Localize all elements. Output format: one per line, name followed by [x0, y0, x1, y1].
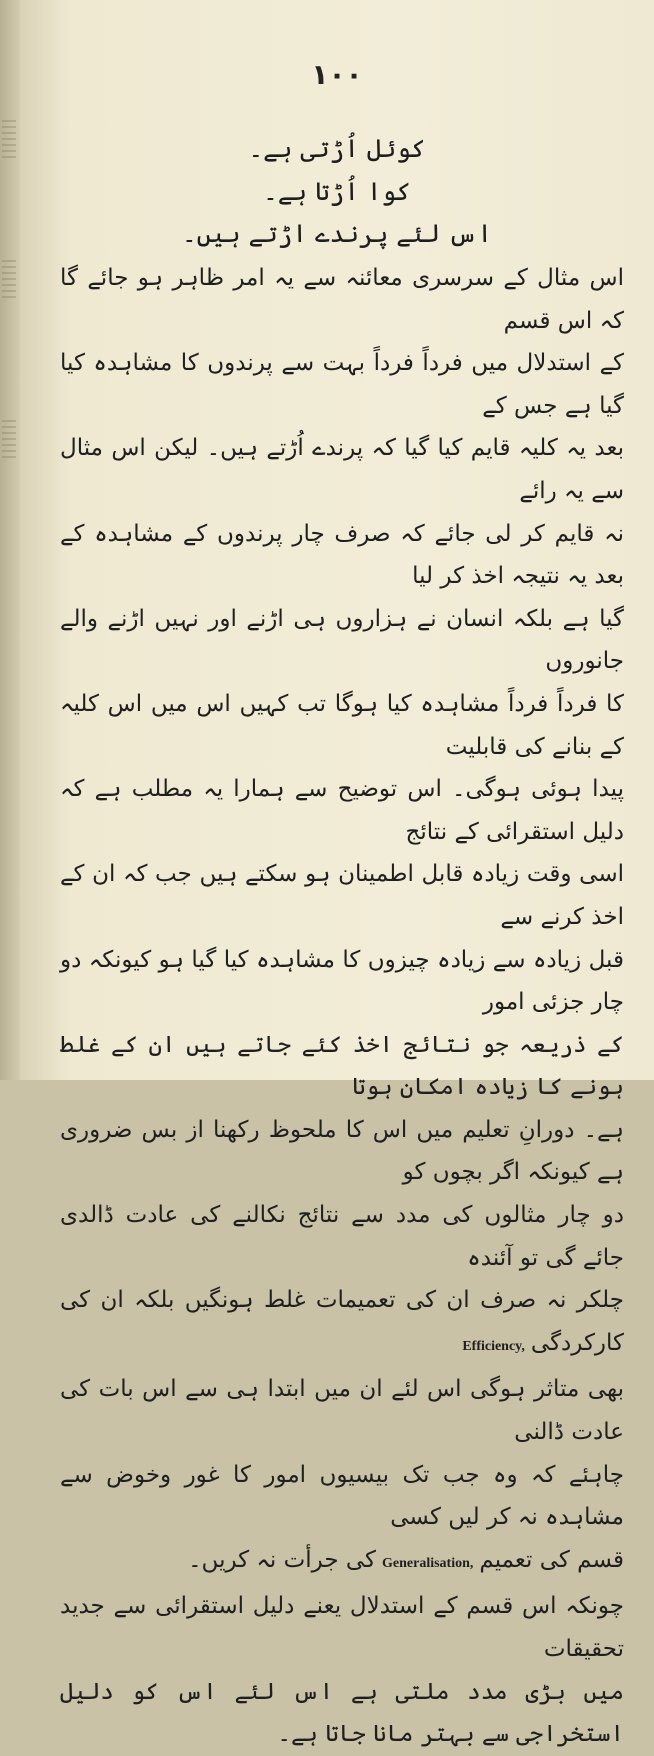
text-line-with-english: [60, 1279, 624, 1368]
text-line-with-english: [60, 1539, 624, 1586]
ink-bleed-mark: [2, 420, 16, 460]
text-segment: قسم کی تعمیم: [479, 1546, 624, 1573]
text-line: بعد یہ کلیہ قایم کیا گیا کہ پرندے اُڑتے ہیں۔ لیکن اس مثال سے یہ رائے: [60, 435, 624, 504]
text-segment: چلکر نہ صرف ان کی تعمیمات غلط ہونگیں بلکہ ان کی کارکردگی: [60, 1287, 624, 1356]
text-segment: کی جرأت نہ کریں۔: [188, 1546, 376, 1573]
paragraph-2: [60, 1585, 624, 1755]
text-line: پیدا ہوئی ہوگی۔ اس توضیح سے ہمارا یہ مطلب ہے کہ دلیل استقرائی کے نتائج: [60, 776, 624, 845]
ink-bleed-mark: [2, 260, 16, 300]
text-line: کا فرداً فرداً مشاہدہ کیا ہوگا تب کہیں اس میں اس کلیہ کے بنانے کی قابلیت: [60, 690, 624, 760]
text-line: کے ذریعہ جو نتائج اخذ کئے جاتے ہیں ان کے غلط ہونے کا زیادہ امکان ہوتا: [60, 1031, 624, 1101]
text-line: دو چار مثالوں کی مدد سے نتائج نکالنے کی عادت ڈالدی جائے گی تو آئندہ: [60, 1202, 624, 1271]
verse-line-3: اس لئے پرندے اڑتے ہیں۔: [181, 219, 493, 248]
english-term-efficiency: Efficiency,: [462, 1338, 525, 1354]
text-line: چاہئے کہ وہ جب تک بیسیوں امور کا غور وخوض سے مشاہدہ نہ کر لیں کسی: [60, 1461, 624, 1531]
english-term-generalisation: Generalisation,: [382, 1555, 474, 1571]
text-line: قبل زیادہ سے زیادہ چیزوں کا مشاہدہ کیا گیا ہو کیونکہ دو چار جزئی امور: [60, 946, 624, 1016]
text-line: چونکہ اس قسم کے استدلال یعنے دلیل استقرائی سے جدید تحقیقات: [60, 1593, 624, 1662]
text-line: گیا ہے بلکہ انسان نے ہزاروں ہی اڑنے اور نہیں اڑنے والے جانوروں: [60, 605, 624, 675]
text-line: کے استدلال میں فرداً فرداً بہت سے پرندوں کا مشاہدہ کیا گیا ہے جس کے: [60, 350, 624, 419]
text-line: ہے۔ دورانِ تعلیم میں اس کا ملحوظ رکھنا از بس ضروری ہے کیونکہ اگر بچوں کو: [60, 1116, 624, 1186]
page-number: ١٠٠: [311, 58, 363, 91]
body-text: [60, 257, 624, 1756]
text-line: اس مثال کے سرسری معائنہ سے یہ امر ظاہر ہو جائے گا کہ اس قسم: [60, 265, 624, 334]
text-line: میں بڑی مدد ملتی ہے اس لئے اس کو دلیل استخراجی سے بہتر مانا جاتا ہے۔: [60, 1678, 624, 1748]
text-line: نہ قایم کر لی جائے کہ صرف چار پرندوں کے مشاہدہ کے بعد یہ نتیجہ اخذ کر لیا: [60, 520, 624, 590]
verse-line-1: کوئل اُڑتی ہے۔: [248, 134, 426, 163]
ink-bleed-mark: [2, 120, 16, 160]
text-line: بھی متاثر ہوگی اس لئے ان میں ابتدا ہی سے اس بات کی عادت ڈالنی: [60, 1376, 624, 1446]
verse-line-2: کوا اُڑتا ہے۔: [263, 177, 411, 206]
text-line: اسی وقت زیادہ قابل اطمینان ہو سکتے ہیں جب کہ ان کے اخذ کرنے سے: [60, 861, 624, 930]
book-page: [20, 0, 654, 1748]
paragraph-1: [60, 257, 624, 1585]
